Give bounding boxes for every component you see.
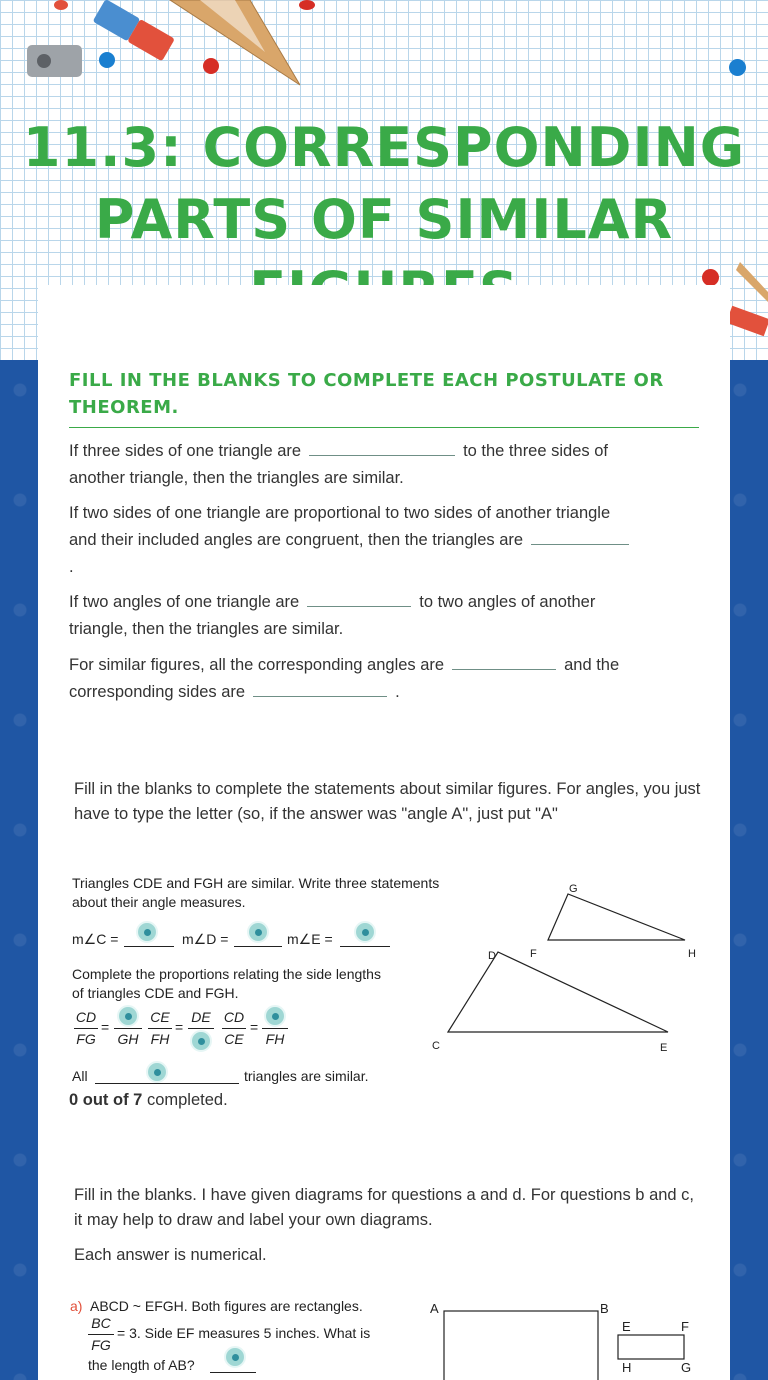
- blank-input-q4a[interactable]: [452, 652, 556, 670]
- frac-denominator: FH: [150, 1031, 170, 1047]
- vertex-label: E: [622, 1319, 631, 1334]
- ws-text-line: of triangles CDE and FGH.: [72, 985, 239, 1001]
- blank-input-q4b[interactable]: [253, 679, 387, 697]
- fraction-bar: [188, 1028, 214, 1029]
- all-label: All: [72, 1068, 88, 1084]
- frac-numerator: CD: [223, 1009, 245, 1025]
- ws-text-line: Complete the proportions relating the side lengths: [72, 966, 381, 982]
- question-3: If two angles of one triangle are to two angles of another triangle, then the triangles are similar.: [69, 589, 699, 643]
- decor-dot: [54, 0, 68, 10]
- page-title: 11.3: CORRESPONDING PARTS OF SIMILAR: [22, 116, 746, 251]
- equals-sign: =: [250, 1019, 259, 1035]
- worksheet-card: [38, 285, 730, 1380]
- question-1: If three sides of one triangle are to the three sides of another triangle, then the triangles are similar.: [69, 438, 699, 492]
- fraction-bar: [222, 1028, 246, 1029]
- vertex-label: E: [660, 1042, 668, 1054]
- vertex-label: B: [600, 1301, 609, 1316]
- answer-line: [210, 1372, 256, 1373]
- angle-d-label: m∠D =: [182, 931, 229, 947]
- question-a-text: = 3. Side EF measures 5 inches. What is: [117, 1325, 371, 1341]
- decor-dot: [299, 0, 315, 10]
- vertex-label: D: [488, 950, 496, 962]
- vertex-label: H: [688, 948, 696, 960]
- divider: [69, 427, 699, 428]
- completed-count: 0 out of 7: [69, 1091, 143, 1109]
- vertex-label: A: [430, 1301, 439, 1316]
- angle-e-label: m∠E =: [287, 931, 333, 947]
- question-a-label: a): [70, 1298, 83, 1314]
- completion-status: 0 out of 7 completed.: [69, 1091, 228, 1109]
- question-a-text: the length of AB?: [88, 1357, 195, 1373]
- sharpener-icon: [22, 40, 92, 85]
- section3-instructions: Fill in the blanks. I have given diagrams for questions a and d. For questions b and c, it may help to draw and label your own diagrams.: [74, 1186, 695, 1229]
- blank-input-q3[interactable]: [307, 589, 411, 607]
- vertex-label: C: [432, 1040, 440, 1052]
- drop-zone-angle-e[interactable]: [354, 921, 376, 943]
- frac-denominator: FH: [265, 1031, 285, 1047]
- frac-denominator: FG: [76, 1031, 96, 1047]
- decor-dot: [729, 59, 746, 76]
- answer-line: [234, 946, 282, 947]
- section-heading: FILL IN THE BLANKS TO COMPLETE EACH POSTULATE OR THEOREM.: [69, 370, 664, 418]
- answer-line: [124, 946, 174, 947]
- fraction-bar: [262, 1028, 288, 1029]
- equals-sign: =: [101, 1019, 110, 1035]
- decor-dot: [99, 52, 115, 68]
- triangle-cde: [448, 952, 668, 1032]
- drop-zone-proportion-2[interactable]: [190, 1030, 212, 1052]
- frac-numerator: CD: [75, 1009, 97, 1025]
- vertex-label: H: [622, 1360, 632, 1375]
- triangle-fgh: [548, 894, 685, 940]
- section2-instructions: Fill in the blanks to complete the statements about similar figures. For angles, you just have to type the letter (so, if the answer was "angle A", just put "A": [74, 780, 701, 823]
- question-2: If two sides of one triangle are proportional to two sides of another triangle and their included angles are congruent, then the triangles are .: [69, 500, 699, 581]
- rectangle-efgh: [618, 1335, 684, 1359]
- drop-zone-proportion-3[interactable]: [264, 1005, 286, 1027]
- drop-zone-angle-d[interactable]: [247, 921, 269, 943]
- frac-denominator: FG: [91, 1337, 111, 1353]
- rectangle-abcd: [444, 1311, 598, 1380]
- question-a-text: ABCD ~ EFGH. Both figures are rectangles.: [90, 1298, 363, 1314]
- rectangles-diagram: [438, 1305, 708, 1380]
- blank-input-q1[interactable]: [309, 438, 455, 456]
- frac-denominator: CE: [224, 1031, 244, 1047]
- answer-line: [340, 946, 390, 947]
- fraction-bar: [148, 1028, 172, 1029]
- fraction-bar: [88, 1334, 114, 1335]
- angle-c-label: m∠C =: [72, 931, 119, 947]
- vertex-label: G: [681, 1360, 692, 1375]
- drop-zone-angle-c[interactable]: [136, 921, 158, 943]
- ws-text-line: Triangles CDE and FGH are similar. Write three statements: [72, 875, 440, 891]
- answer-line: [95, 1083, 239, 1084]
- fraction-bar: [114, 1028, 142, 1029]
- frac-denominator: GH: [117, 1031, 139, 1047]
- drop-zone-proportion-1[interactable]: [117, 1005, 139, 1027]
- fraction-bar: [74, 1028, 98, 1029]
- equals-sign: =: [175, 1019, 184, 1035]
- vertex-label: F: [530, 948, 537, 960]
- frac-numerator: BC: [91, 1315, 111, 1331]
- frac-numerator: CE: [150, 1009, 170, 1025]
- question-4: For similar figures, all the corresponding angles are and the corresponding sides are .: [69, 652, 699, 706]
- drop-zone-question-a[interactable]: [224, 1346, 246, 1368]
- section3-note: Each answer is numerical.: [74, 1246, 267, 1264]
- vertex-label: F: [681, 1319, 689, 1334]
- ws-text-line: triangles are similar.: [244, 1068, 369, 1084]
- similar-triangles-diagram: [428, 880, 708, 1060]
- drop-zone-all-triangles[interactable]: [146, 1061, 168, 1083]
- decor-dot: [203, 58, 219, 74]
- ws-text-line: about their angle measures.: [72, 894, 246, 910]
- frac-numerator: DE: [191, 1009, 211, 1025]
- blank-input-q2[interactable]: [531, 527, 629, 545]
- vertex-label: G: [569, 883, 578, 895]
